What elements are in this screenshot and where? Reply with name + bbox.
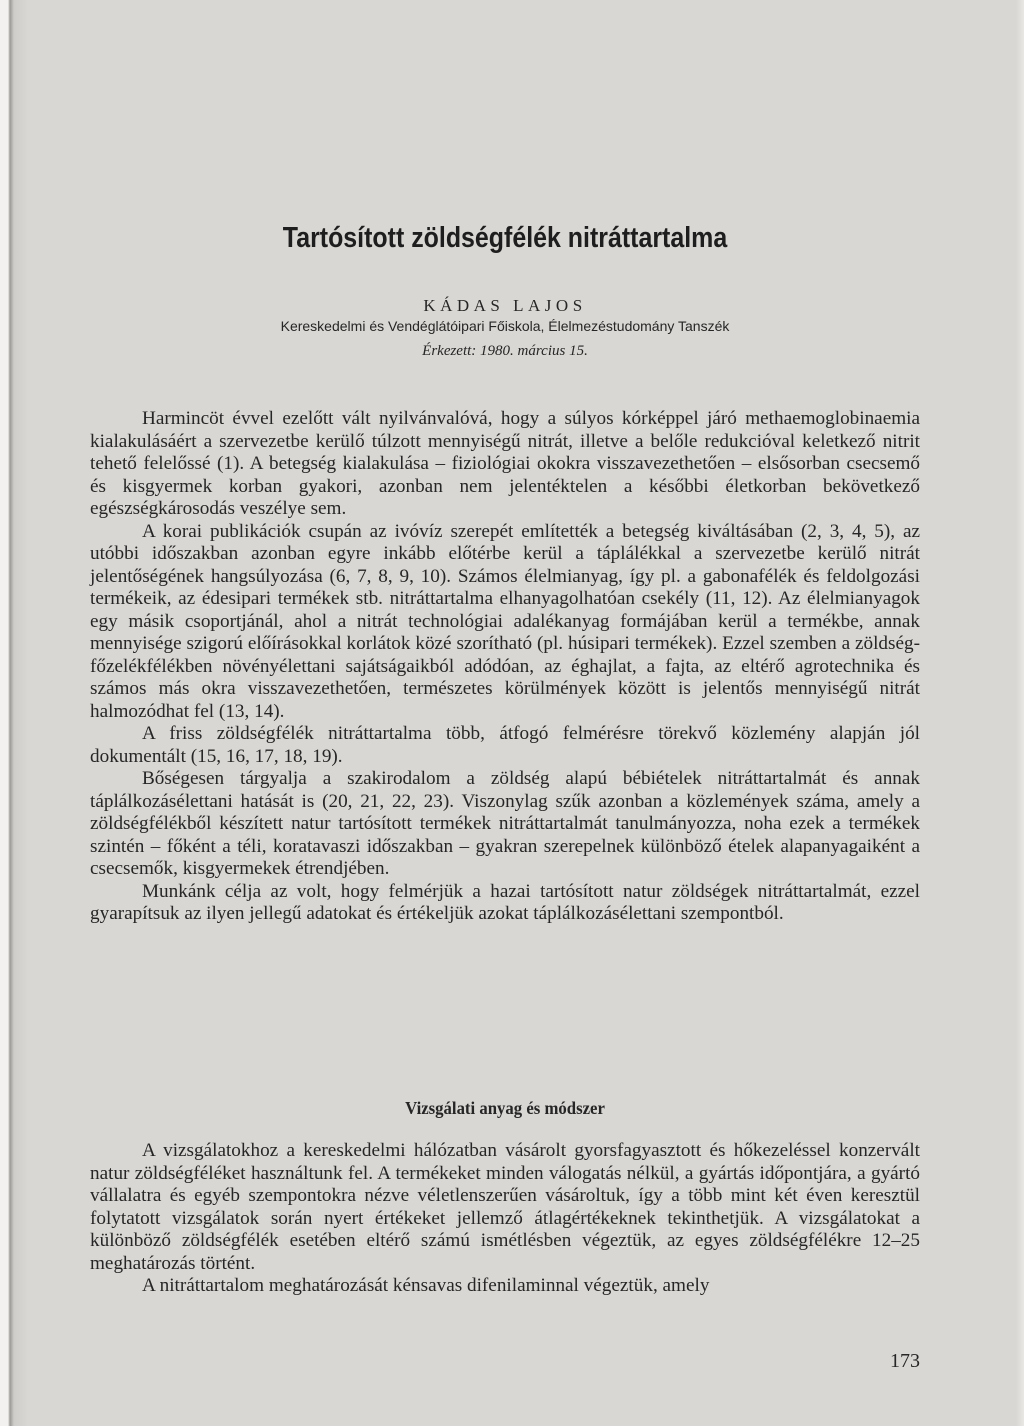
paragraph: A nitráttartalom meghatározását kénsavas difenilaminnal végeztük, amely [142,1275,710,1296]
paragraph: Bőségesen tárgyalja a szakirodalom a zöldség alapú bébiételek nitráttartalmát és annak táplálkozásélettani hatását is (20, 21, 22, 23). Viszonylag szűk azonban a közlemények száma, amely a zöldségfélékből készített natur tartósított termékek nitráttartalmát tanulmányozza, noha ezek a termékek szintén – főként a téli, koratavaszi időszakban – gyakran szerepelnek különböző ételek alapanyagaiként a csecsemők, kisgyermekek étrendjében. [90,768,920,879]
affiliation: Kereskedelmi és Vendéglátóipari Főiskola, Élelmezéstudomány Tanszék [280,318,730,334]
section-heading: Vizsgálati anyag és módszer [405,1098,605,1118]
scan-right-edge [1016,0,1024,1426]
paragraph: A korai publikációk csupán az ivóvíz szerepét említették a betegség kiváltásában (2, 3, 4, 5), az utóbbi időszakban azonban egyre inkább előtérbe kerül a táplálékkal a szervezetbe kerülő nitrát jelentőségének hangsúlyozása (6, 7, 8, 9, 10). Számos élelmianyag, így pl. a gabonafélék és feldolgozási termékeik, az édesipari termékek stb. nitráttartalma elhanyagolhatóan csekély (11, 12). Az élelmianyagok egy másik csoportjánál, ahol a nitrát technológiai adalékanyag formájában kerül a termékbe, annak mennyisége szigorú előírásokkal korlátok közé szorítható (pl. húsipari termékek). Ezzel szemben a zöldség-főzelékfélékben növényélettani sajátságaikból adódóan, az éghajlat, a fajta, az eltérő agrotechnika és számos más okra visszavezethetően, természetes körülmények között is jelentős mennyiségű nitrát halmozódhat fel (13, 14). [90,520,920,722]
paragraph: A vizsgálatokhoz a kereskedelmi hálózatban vásárolt gyorsfagyasztott és hőkezeléssel konzervált natur zöldségféléket használtunk fel. A termékeket minden válogatás nélkül, a gyártás időpontjára, a gyártó vállalatra és egyéb szempontokra nézve véletlenszerűen vásároltuk, így a több mint két éven keresztül folytatott vizsgálatok során nyert értékeket jellemző átlagértékeknek tekinthetjük. A vizsgálatokat a különböző zöldségfélék esetében eltérő számú ismétlésben végeztük, az egyes zöldségfélékre 12–25 meghatározás történt. [90,1140,920,1274]
article-title: Tartósított zöldségfélék nitráttartalma [282,222,728,254]
received-date: Érkezett: 1980. március 15. [422,343,588,359]
author: KÁDAS LAJOS [423,296,587,315]
page-number: 173 [890,1350,920,1372]
paragraph: Munkánk célja az volt, hogy felmérjük a hazai tartósított natur zöldségek nitráttartalmát, ezzel gyarapítsuk az ilyen jellegű adatokat és értékeljük azokat táplálkozásélettani szempontból. [90,880,920,924]
intro-text [90,408,920,926]
page [90,0,920,1426]
methods-text [90,1140,920,1298]
paragraph: A friss zöldségfélék nitráttartalma több, átfogó felmérésre törekvő közlemény alapján jól dokumentált (15, 16, 17, 18, 19). [90,723,920,767]
scan-left-edge [0,0,28,1426]
paragraph: Harmincöt évvel ezelőtt vált nyilvánvalóvá, hogy a súlyos kórképpel járó methaemoglobinaemia kialakulásáért a szervezetbe kerülő túlzott mennyiségű nitrát, illetve a belőle redukcióval keletkező nitrit tehető felelőssé (1). A betegség kialakulása – fiziológiai okokra visszavezethetően – elsősorban csecsemő és kisgyermek korban gyakori, azonban nem jelentéktelen a későbbi életkorban bekövetkező egészségkárosodás veszélye sem. [90,408,920,519]
